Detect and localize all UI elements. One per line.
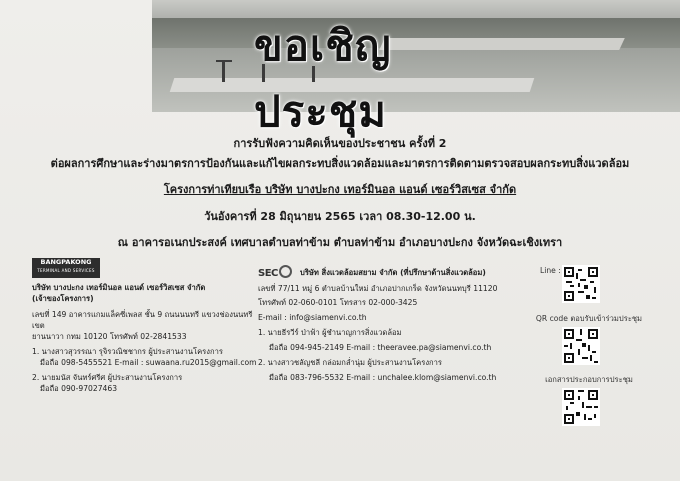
docs-qr-code[interactable] xyxy=(562,388,600,426)
owner-name: บริษัท บางปะกง เทอร์มินอล แอนด์ เซอร์วิสเซส จำกัด xyxy=(32,283,206,292)
qr-code-icon xyxy=(562,388,600,426)
invitation-title xyxy=(254,21,454,136)
consultant-email: E-mail : info@siamenvi.co.th xyxy=(258,313,367,322)
consultant-info xyxy=(258,283,528,383)
owner-address-2: ยานนาวา กทม 10120 โทรศัพท์ 02-2841533 xyxy=(32,332,187,341)
owner-info xyxy=(32,282,262,394)
owner-contact-1: 1. นางสาวสุวรรณา รุจิรวณิชชากร ผู้ประสานงานโครงการ มือถือ 098-5455521 E-mail : suwaana.ru2015@gmail.com xyxy=(32,347,257,367)
docs-qr-label: เอกสารประกอบการประชุม xyxy=(545,375,633,384)
consultant-contact-2: 2. นางสาวชลัญชลี กล่อมกล่ำนุ่ม ผู้ประสานงานโครงการ มือถือ 083-796-5532 E-mail : unchalee.klom@siamenvi.co.th xyxy=(258,358,497,382)
invitation-title-text: ขอเชิญประชุม xyxy=(254,21,392,136)
consultant-name: บริษัท สิ่งแวดล้อมสยาม จำกัด (ที่ปรึกษาด้านสิ่งแวดล้อม) xyxy=(300,268,486,277)
meeting-datetime: วันอังคารที่ 28 มิถุนายน 2565 เวลา 08.30-12.00 น. xyxy=(204,210,476,223)
consultant-address: เลขที่ 77/11 หมู่ 6 ตำบลบ้านใหม่ อำเภอปากเกร็ด จังหวัดนนทบุรี 11120 xyxy=(258,284,498,293)
consultant-phone: โทรศัพท์ 02-060-0101 โทรสาร 02-000-3425 xyxy=(258,298,418,307)
register-qr-code[interactable] xyxy=(562,327,600,365)
qr-code-icon xyxy=(562,327,600,365)
project-name: โครงการท่าเทียบเรือ บริษัท บางปะกง เทอร์มินอล แอนด์ เซอร์วิสเซส จำกัด xyxy=(163,183,517,196)
hearing-subject: ต่อผลการศึกษาและร่างมาตรการป้องกันและแก้ไขผลกระทบสิ่งแวดล้อมและมาตรการติดตามตรวจสอบผลกระทบสิ่งแวดล้อม xyxy=(50,157,630,170)
consultant-contact-1: 1. นายธีรวีร์ ป่าฟ้า ผู้ชำนาญการสิ่งแวดล้อม มือถือ 094-945-2149 E-mail : theeravee.pa@siamenvi.co.th xyxy=(258,328,492,352)
line-label: Line : xyxy=(540,266,561,275)
hearing-round: การรับฟังความคิดเห็นของประชาชน ครั้งที่ 2 xyxy=(233,137,447,150)
meeting-venue: ณ อาคารอเนกประสงค์ เทศบาลตำบลท่าข้าม ตำบลท่าข้าม อำเภอบางปะกง จังหวัดฉะเชิงเทรา xyxy=(117,236,563,249)
seco-logo: SEC xyxy=(258,265,296,279)
line-qr-code[interactable] xyxy=(562,265,600,303)
bangpakong-logo: BANGPAKONG TERMINAL AND SERVICES xyxy=(32,258,100,278)
register-qr-label: QR code ตอบรับเข้าร่วมประชุม xyxy=(535,314,643,323)
owner-role: (เจ้าของโครงการ) xyxy=(32,294,94,303)
qr-code-icon xyxy=(562,265,600,303)
owner-address-1: เลขที่ 149 อาคารแกมแล็คซี่เพลส ชั้น 9 ถนนนนทรี แขวงช่องนนทรี เขต xyxy=(32,310,253,330)
owner-contact-2: 2. นายมนัส จันทร์ศรีศ ผู้ประสานงานโครงการ มือถือ 090-97027463 xyxy=(32,373,183,393)
